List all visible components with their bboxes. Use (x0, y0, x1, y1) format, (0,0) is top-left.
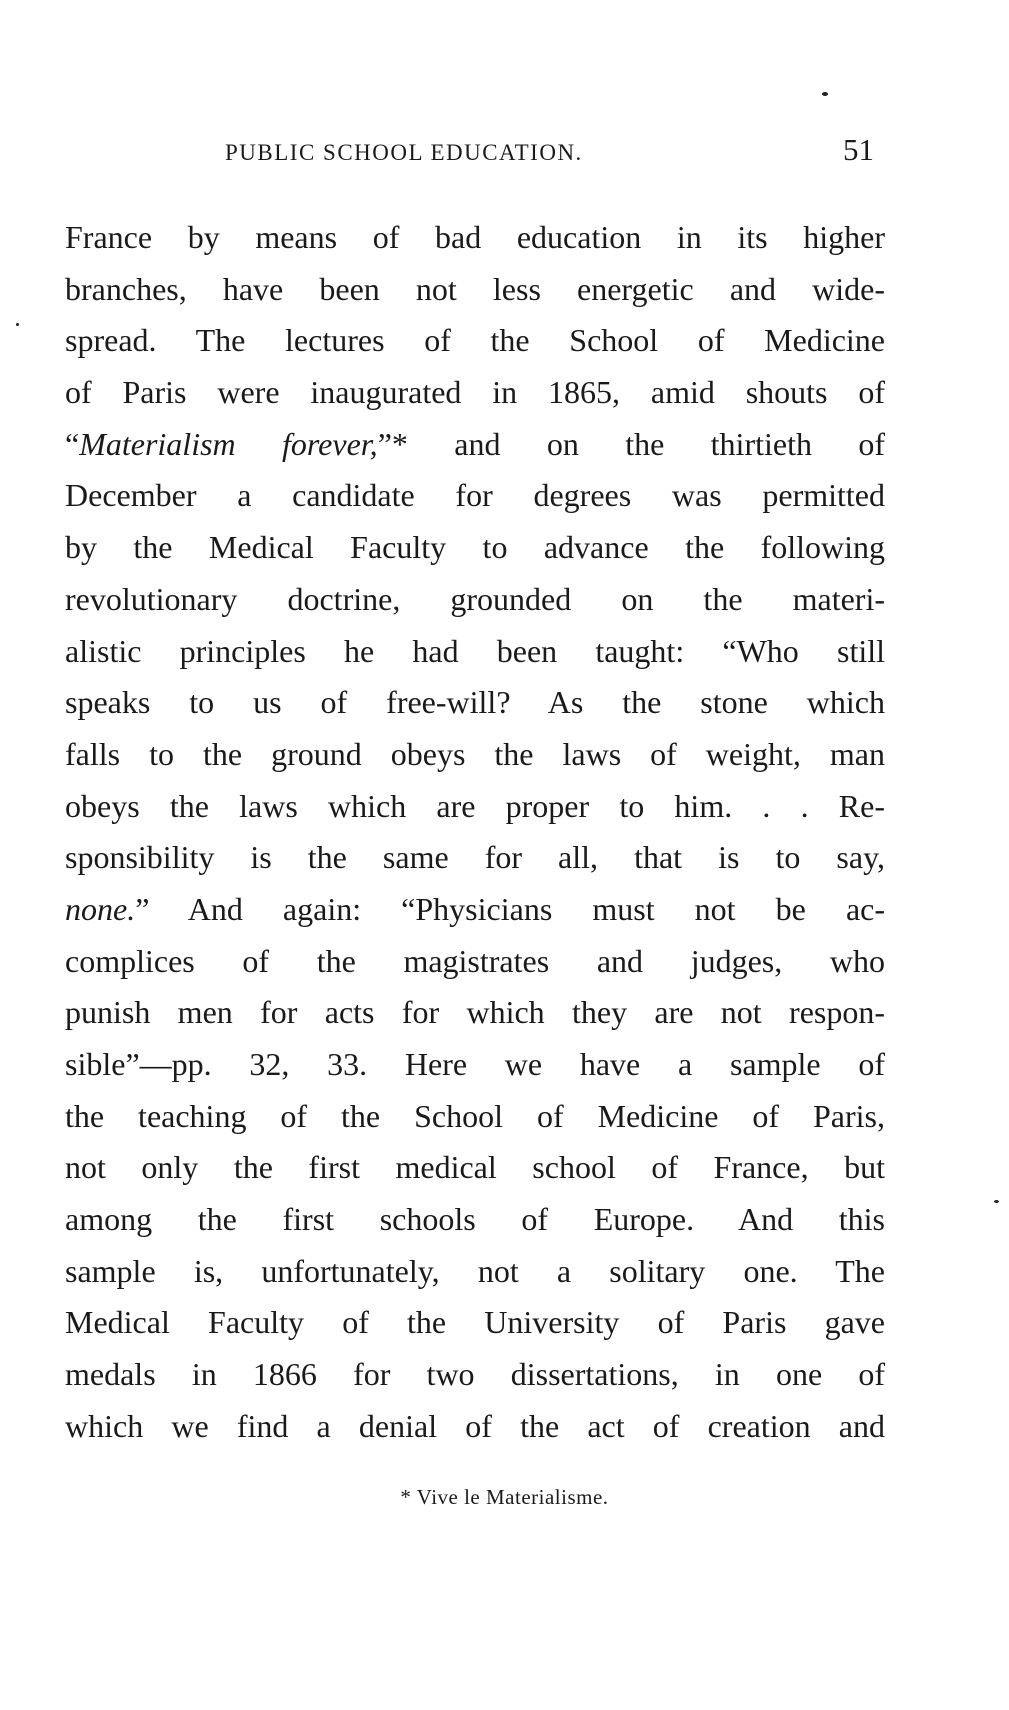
text-line: punish men for acts for which they are not respon- (65, 994, 885, 1031)
text-line: obeys the laws which are proper to him. . . Re- (65, 787, 885, 824)
italic-segment: Materialism forever, (79, 425, 378, 462)
text-segment: ”* and on the thirtieth of (377, 425, 886, 462)
footnote: * Vive le Materialisme. (400, 1485, 609, 1509)
text-line: sible”—pp. 32, 33. Here we have a sample of (65, 1046, 885, 1082)
text-line: medals in 1866 for two dissertations, in one of (65, 1356, 885, 1393)
text-line: France by means of bad education in its higher (65, 219, 885, 255)
text-line: the teaching of the School of Medicine of Paris, (65, 1097, 885, 1134)
text-line: not only the first medical school of France, but (65, 1149, 885, 1186)
text-line: spread. The lectures of the School of Medicine (65, 322, 885, 359)
body-text (65, 212, 885, 1453)
text-line (65, 884, 885, 936)
scan-speck (994, 1200, 999, 1203)
page-number: 51 (843, 132, 874, 167)
text-line: complices of the magistrates and judges, who (65, 942, 885, 979)
text-segment: ” And again: “Physicians must not be ac- (135, 890, 885, 927)
text-line: of Paris were inaugurated in 1865, amid shouts of (65, 374, 885, 411)
text-line: which we find a denial of the act of creation and (65, 1407, 885, 1444)
scan-speck (16, 323, 19, 326)
text-line: revolutionary doctrine, grounded on the materi- (65, 580, 885, 617)
text-line: sponsibility is the same for all, that is to say, (65, 839, 885, 876)
text-segment: “ (65, 425, 80, 462)
text-line: Medical Faculty of the University of Paris gave (65, 1304, 885, 1341)
running-title: PUBLIC SCHOOL EDUCATION. (225, 140, 583, 165)
page-header (225, 132, 880, 172)
text-line (65, 419, 885, 471)
scan-speck (822, 92, 828, 96)
text-line: branches, have been not less energetic and wide- (65, 270, 885, 307)
text-line: December a candidate for degrees was permitted (65, 477, 885, 514)
italic-segment: none. (65, 890, 136, 927)
text-line: by the Medical Faculty to advance the following (65, 529, 885, 566)
text-line: falls to the ground obeys the laws of weight, man (65, 735, 885, 772)
text-line: among the first schools of Europe. And this (65, 1201, 885, 1238)
text-line: sample is, unfortunately, not a solitary one. The (65, 1252, 885, 1289)
text-line: speaks to us of free-will? As the stone which (65, 684, 885, 721)
text-line: alistic principles he had been taught: “Who still (65, 632, 885, 669)
